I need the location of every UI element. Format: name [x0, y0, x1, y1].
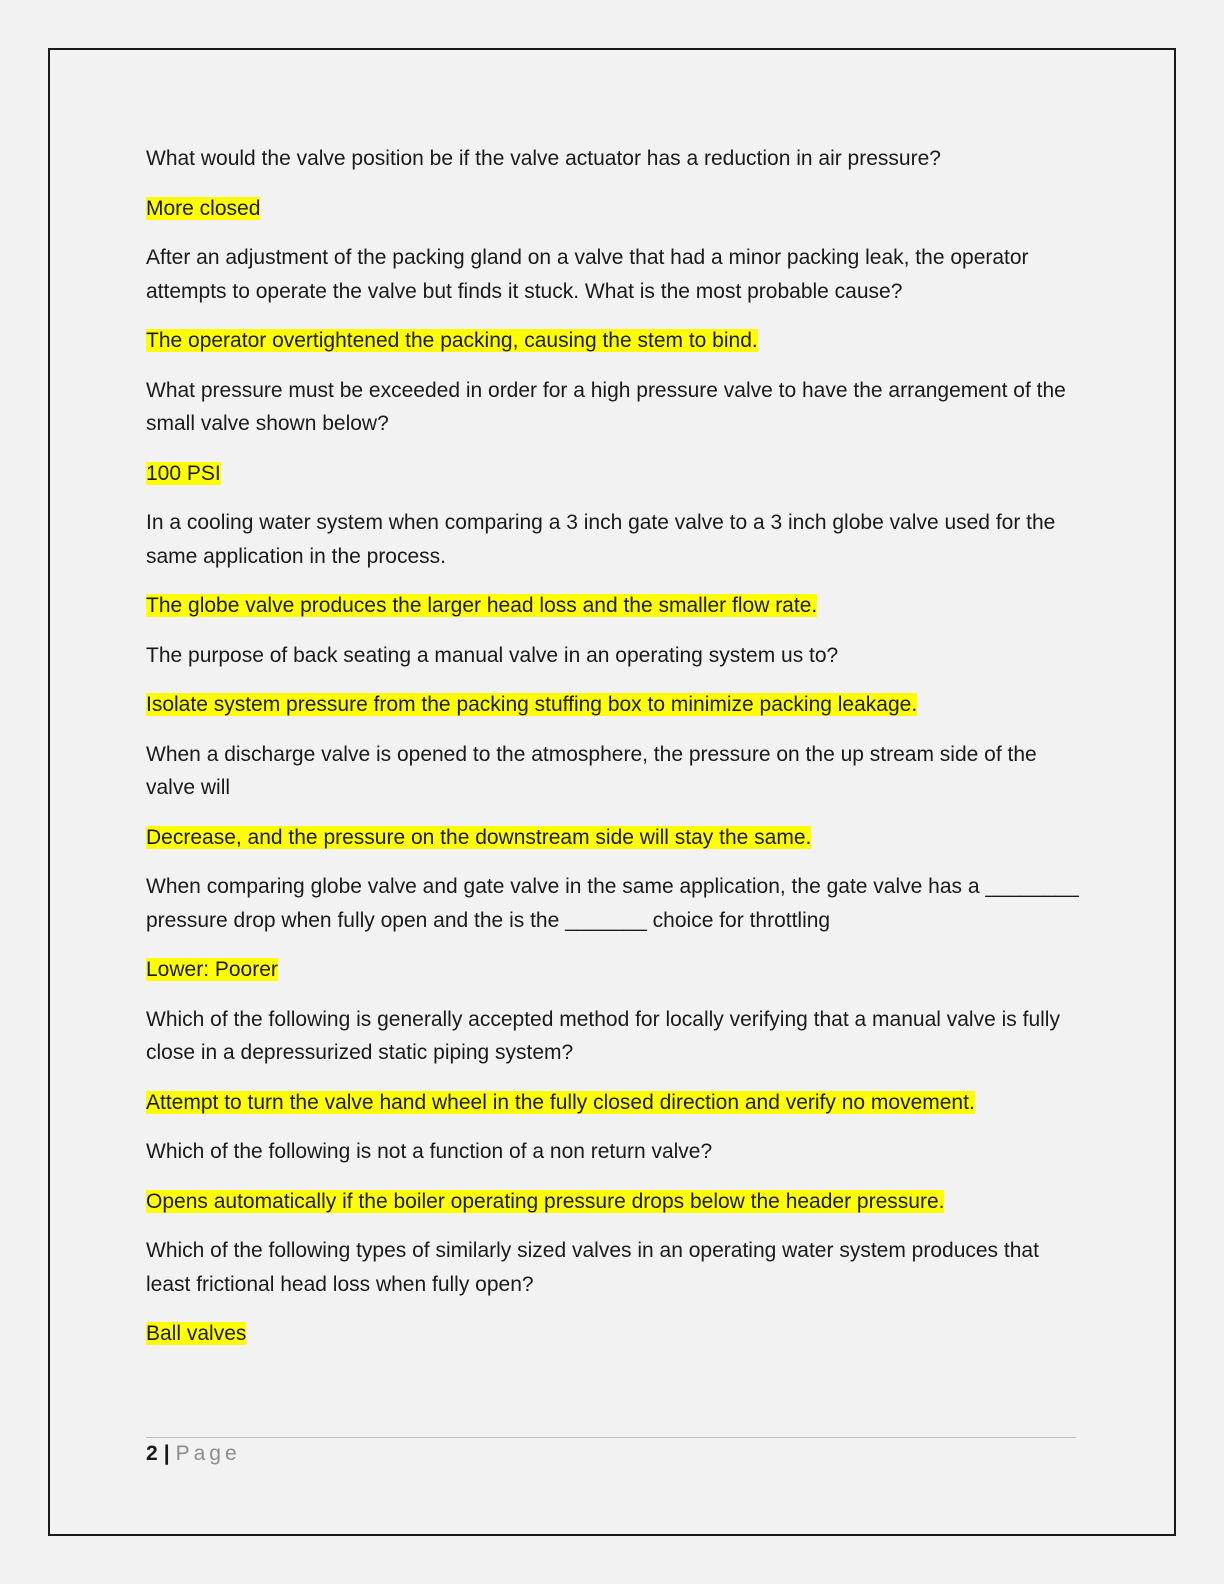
answer-10	[146, 1317, 1086, 1351]
question-7: When comparing globe valve and gate valve in the same application, the gate valve has a ________ pressure drop when fully open and the is the _______ choice for throttling	[146, 875, 1079, 932]
question-3: What pressure must be exceeded in order for a high pressure valve to have the arrangement of the small valve shown below?	[146, 378, 1066, 435]
footer-separator: |	[163, 1442, 170, 1465]
answer-5	[146, 688, 1086, 722]
answer-highlight: Attempt to turn the valve hand wheel in the fully closed direction and verify no movement.	[146, 1090, 975, 1114]
page-footer	[146, 1442, 241, 1466]
question-9: Which of the following is not a function of a non return valve?	[146, 1140, 713, 1163]
answer-2	[146, 324, 1086, 358]
answer-8	[146, 1086, 1086, 1120]
answer-highlight: Isolate system pressure from the packing stuffing box to minimize packing leakage.	[146, 693, 918, 716]
answer-highlight: Lower: Poorer	[146, 958, 278, 981]
answer-highlight: The globe valve produces the larger head loss and the smaller flow rate.	[146, 594, 818, 617]
answer-highlight: Decrease, and the pressure on the downstream side will stay the same.	[146, 825, 812, 849]
question-1: What would the valve position be if the valve actuator has a reduction in air pressure?	[146, 147, 941, 170]
page-label: Page	[175, 1442, 241, 1465]
question-6: When a discharge valve is opened to the atmosphere, the pressure on the up stream side of the valve will	[146, 742, 1037, 799]
answer-highlight: The operator overtightened the packing, causing the stem to bind.	[146, 329, 758, 352]
answer-highlight: More closed	[146, 196, 261, 220]
answer-6	[146, 821, 1086, 855]
answer-9	[146, 1185, 1086, 1219]
question-8: Which of the following is generally accepted method for locally verifying that a manual valve is fully close in a depressurized static piping system?	[146, 1007, 1060, 1064]
answer-highlight: Ball valves	[146, 1322, 247, 1345]
page-number: 2	[146, 1442, 158, 1465]
answer-highlight: 100 PSI	[146, 461, 221, 485]
question-10: Which of the following types of similarly sized valves in an operating water system produces that least frictional head loss when fully open?	[146, 1239, 1039, 1296]
answer-1	[146, 192, 1086, 226]
qa-list	[146, 142, 1086, 1367]
answer-highlight: Opens automatically if the boiler operating pressure drops below the header pressure.	[146, 1189, 945, 1213]
answer-7	[146, 953, 1086, 987]
question-5: The purpose of back seating a manual valve in an operating system us to?	[146, 643, 839, 667]
answer-3	[146, 457, 1086, 491]
question-4: In a cooling water system when comparing a 3 inch gate valve to a 3 inch globe valve used for the same application in the process.	[146, 511, 1056, 568]
footer-divider	[146, 1437, 1076, 1438]
question-2: After an adjustment of the packing gland on a valve that had a minor packing leak, the operator attempts to operate the valve but finds it stuck. What is the most probable cause?	[146, 246, 1029, 303]
document-page	[48, 48, 1176, 1536]
answer-4	[146, 589, 1086, 623]
